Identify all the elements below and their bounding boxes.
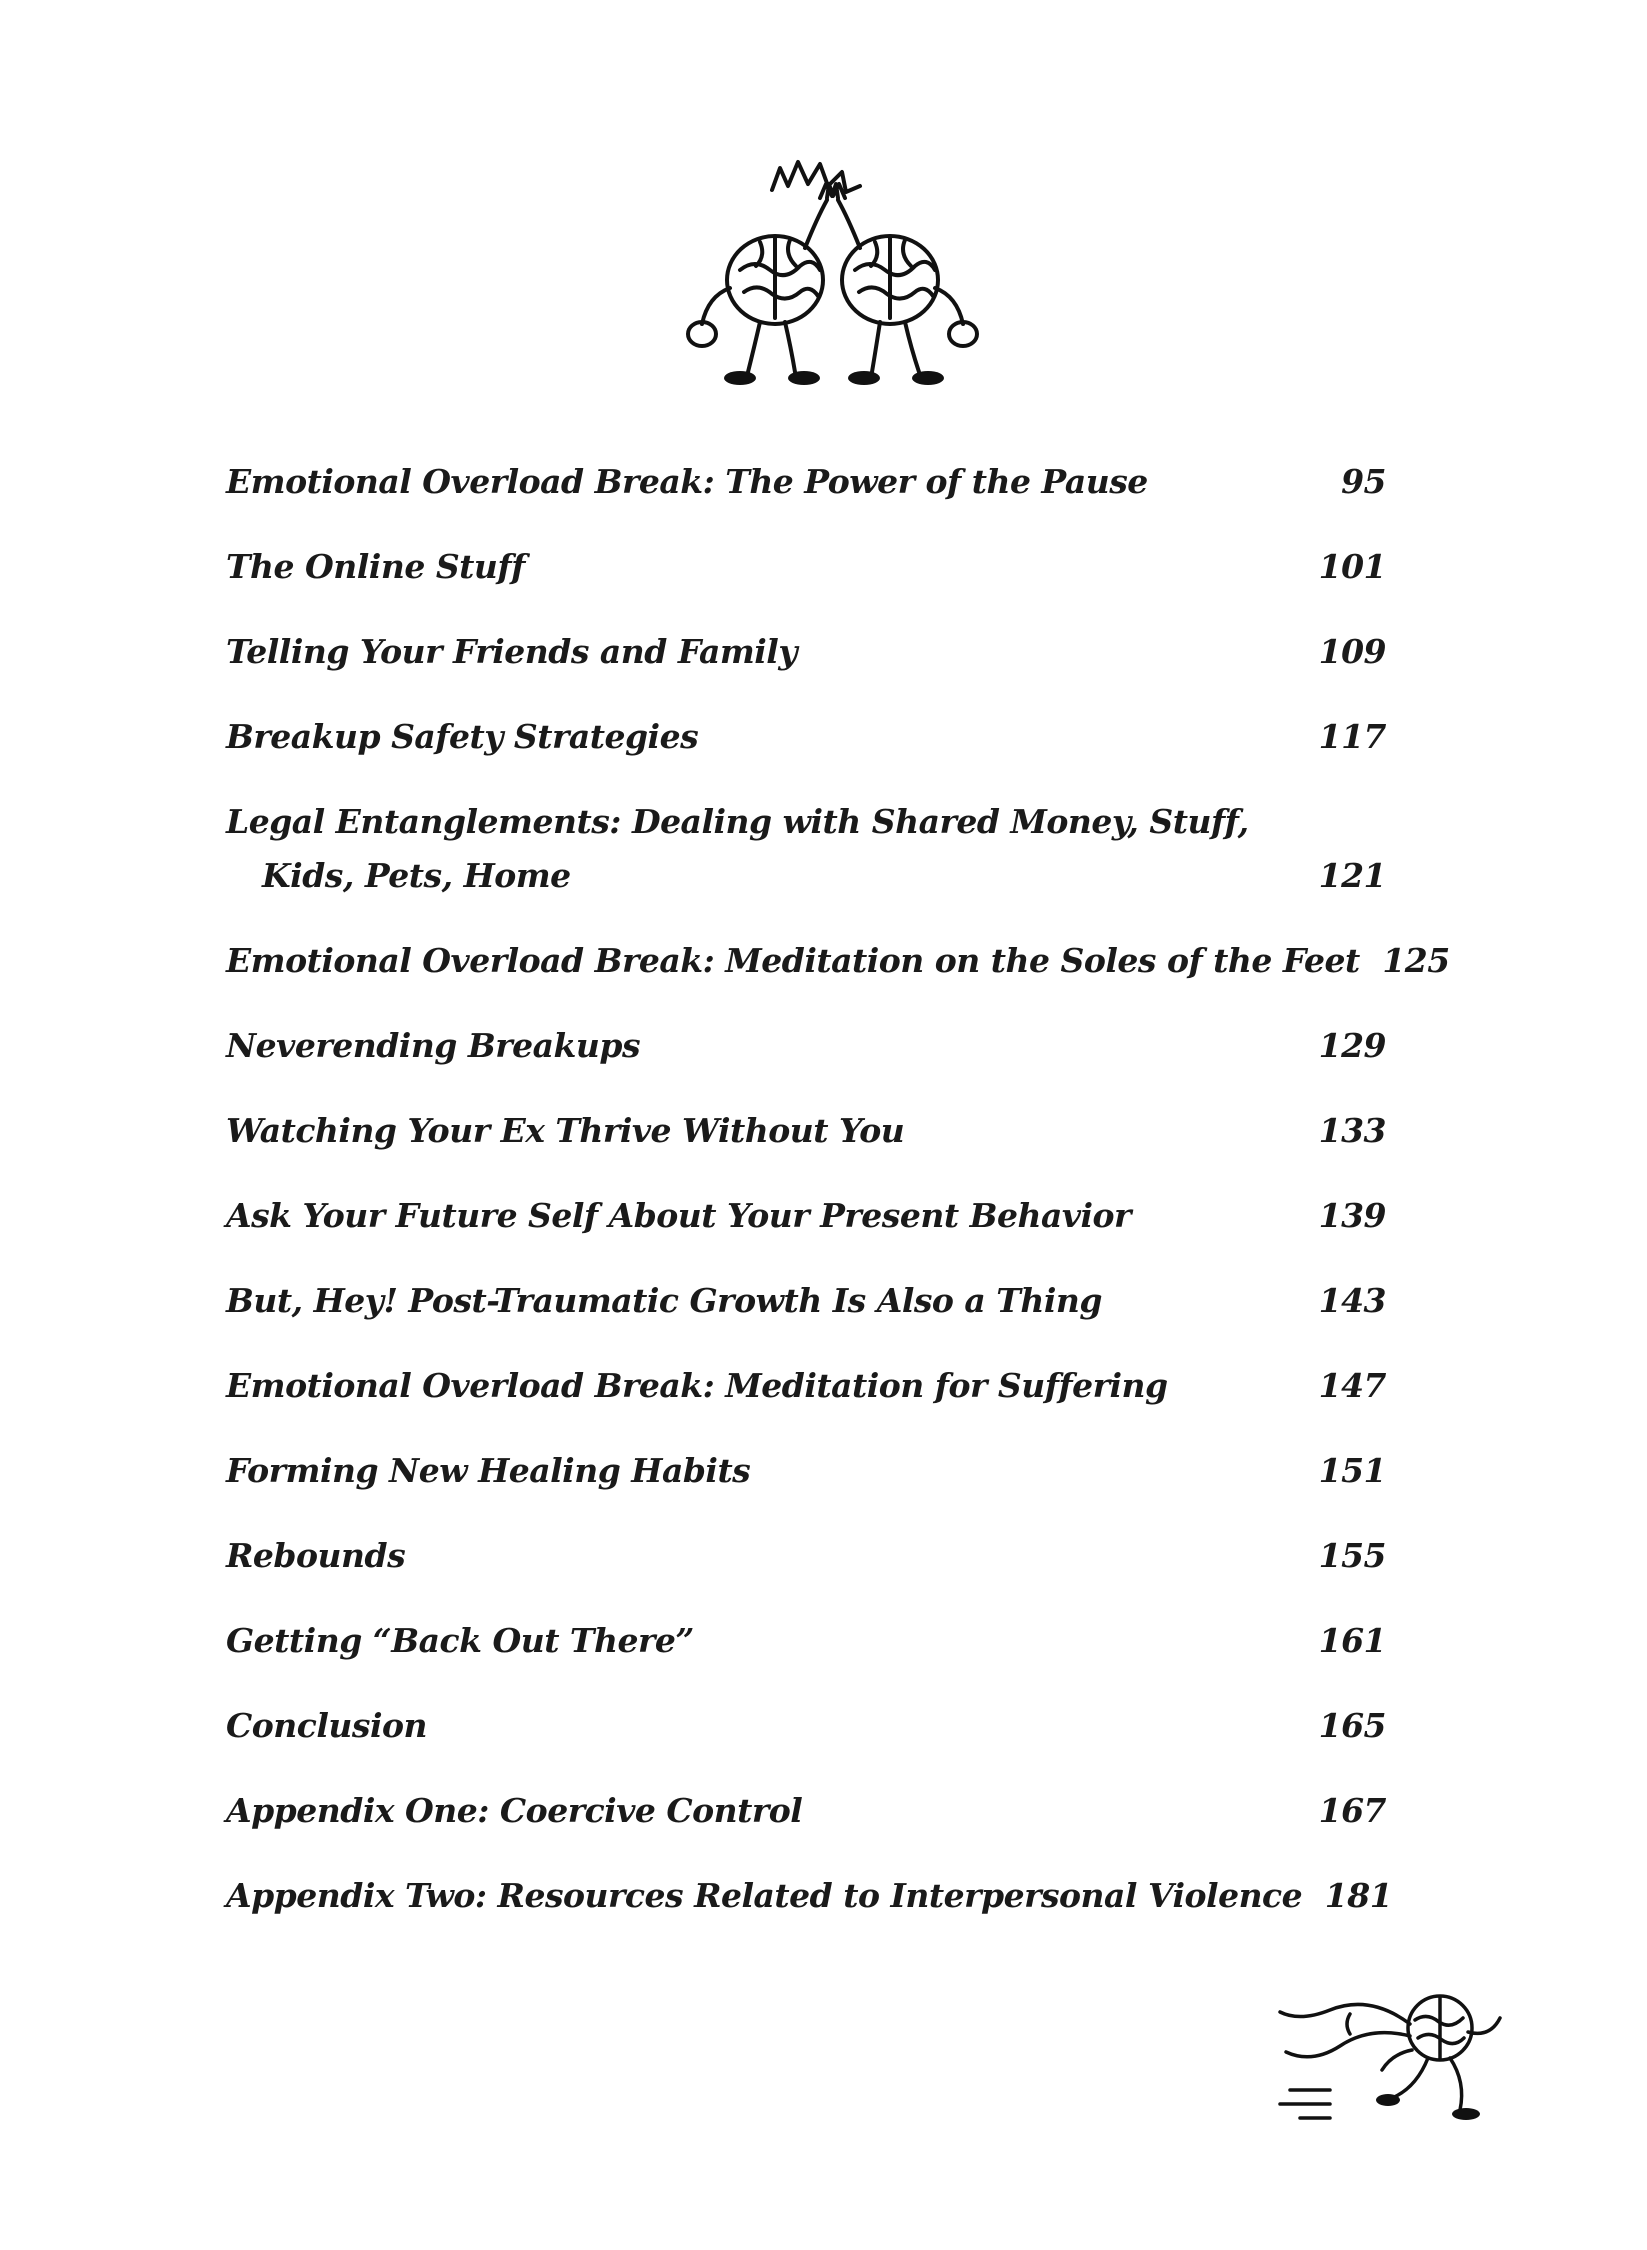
toc-entry xyxy=(226,1784,1386,1838)
toc-entry-page: 95 xyxy=(1341,462,1386,501)
toc-entry-title: But, Hey! Post-Traumatic Growth Is Also a Thing xyxy=(226,1281,1102,1320)
toc-entry-title: Breakup Safety Strategies xyxy=(226,717,699,756)
toc-entry-title: Appendix Two: Resources Related to Interpersonal Violence xyxy=(226,1876,1303,1915)
toc-entry-title: Ask Your Future Self About Your Present Behavior xyxy=(226,1196,1131,1235)
toc-entry xyxy=(226,1359,1386,1413)
toc-entry xyxy=(226,455,1386,509)
toc-entry-page: 167 xyxy=(1318,1791,1386,1830)
toc-entry-title: Watching Your Ex Thrive Without You xyxy=(226,1111,905,1150)
toc-entry-title: Getting “Back Out There” xyxy=(226,1621,694,1660)
running-brain-illustration xyxy=(1270,1980,1540,2140)
toc-entry xyxy=(226,1529,1386,1583)
toc-entry xyxy=(226,1699,1386,1753)
toc-entry-page: 143 xyxy=(1318,1281,1386,1320)
table-of-contents xyxy=(226,455,1450,1954)
toc-entry-page: 129 xyxy=(1318,1026,1386,1065)
toc-entry-page: 165 xyxy=(1318,1706,1386,1745)
toc-entry-title: Conclusion xyxy=(226,1706,428,1745)
toc-entry xyxy=(226,934,1450,988)
toc-entry xyxy=(226,1019,1386,1073)
toc-entry xyxy=(226,795,1386,903)
toc-entry xyxy=(226,1274,1386,1328)
toc-entry-page: 151 xyxy=(1318,1451,1386,1490)
toc-entry xyxy=(226,710,1386,764)
toc-entry xyxy=(226,1189,1386,1243)
toc-entry-title: Emotional Overload Break: Meditation for Suffering xyxy=(226,1366,1168,1405)
toc-entry xyxy=(226,1614,1386,1668)
toc-entry-page: 147 xyxy=(1318,1366,1386,1405)
toc-entry-title: Rebounds xyxy=(226,1536,406,1575)
toc-entry-title: The Online Stuff xyxy=(226,547,525,586)
toc-entry-page: 121 xyxy=(1318,856,1386,895)
toc-entry-page: 117 xyxy=(1318,717,1386,756)
toc-entry-title: Neverending Breakups xyxy=(226,1026,641,1065)
toc-entry-title: Forming New Healing Habits xyxy=(226,1451,751,1490)
toc-entry-title: Appendix One: Coercive Control xyxy=(226,1791,803,1830)
toc-entry-title: Legal Entanglements: Dealing with Shared Money, Stuff, Kids, Pets, Home xyxy=(226,802,1249,895)
toc-entry-page: 101 xyxy=(1318,547,1386,586)
toc-entry xyxy=(226,1104,1386,1158)
toc-entry-title: Emotional Overload Break: Meditation on the Soles of the Feet xyxy=(226,941,1360,980)
toc-entry-title: Emotional Overload Break: The Power of the Pause xyxy=(226,462,1148,501)
toc-entry-page: 161 xyxy=(1318,1621,1386,1660)
toc-entry-page: 155 xyxy=(1318,1536,1386,1575)
toc-entry-page: 139 xyxy=(1318,1196,1386,1235)
toc-entry xyxy=(226,1869,1393,1923)
toc-entry xyxy=(226,1444,1386,1498)
toc-entry-page: 109 xyxy=(1318,632,1386,671)
toc-entry-page: 181 xyxy=(1324,1876,1393,1915)
toc-entry-page: 133 xyxy=(1318,1111,1386,1150)
toc-entry-title: Telling Your Friends and Family xyxy=(226,632,798,671)
toc-entry xyxy=(226,625,1386,679)
brains-high-five-illustration xyxy=(640,130,1020,400)
toc-entry-page: 125 xyxy=(1382,941,1450,980)
toc-entry xyxy=(226,540,1386,594)
